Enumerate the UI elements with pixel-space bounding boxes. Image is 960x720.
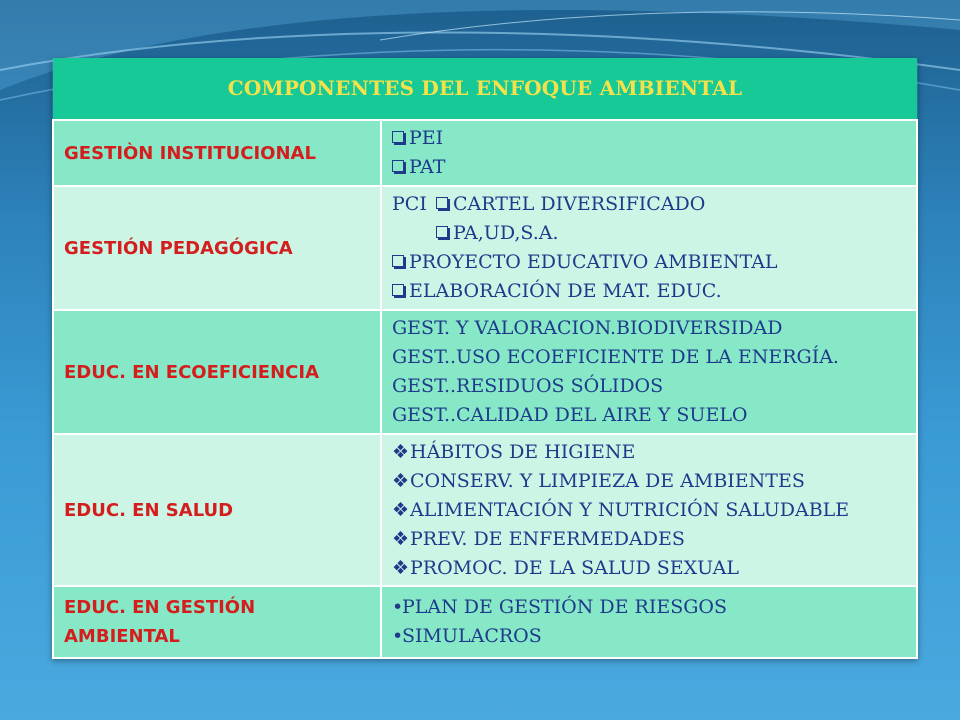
row-content-gestion-ambiental [381,586,917,658]
list-item: GEST..RESIDUOS SÓLIDOS [392,375,664,397]
table-row [53,120,917,186]
square-bullet-icon [392,284,404,296]
square-bullet-icon [392,255,404,267]
list-item: PA,UD,S.A. [453,222,559,244]
table-row [53,186,917,310]
label-line: EDUC. EN GESTIÓN [64,597,256,618]
row-label-gestion-pedagogica: GESTIÓN PEDAGÓGICA [53,186,381,310]
row-label-gestion-institucional: GESTIÒN INSTITUCIONAL [53,120,381,186]
list-item: GEST..USO ECOEFICIENTE DE LA ENERGÍA. [392,346,839,368]
square-bullet-icon [392,160,404,172]
square-bullet-icon [436,197,448,209]
row-content-gestion-pedagogica [381,186,917,310]
list-item: PEI [409,127,444,149]
table-row [53,434,917,586]
diamond-bullet-icon: ❖ [392,498,410,521]
pci-label: PCI [392,193,427,215]
row-content-gestion-institucional [381,120,917,186]
row-label-ecoeficiencia: EDUC. EN ECOEFICIENCIA [53,310,381,434]
enfoque-ambiental-table [52,58,918,659]
list-item: SIMULACROS [402,625,542,647]
list-item: HÁBITOS DE HIGIENE [410,440,636,463]
list-item: PLAN DE GESTIÓN DE RIESGOS [402,596,728,618]
diamond-bullet-icon: ❖ [392,527,410,550]
square-bullet-icon [436,226,448,238]
row-label-salud: EDUC. EN SALUD [53,434,381,586]
list-item: GEST. Y VALORACION.BIODIVERSIDAD [392,317,783,339]
list-item: ALIMENTACIÓN Y NUTRICIÓN SALUDABLE [410,498,850,521]
list-item: ELABORACIÓN DE MAT. EDUC. [409,280,722,302]
list-item: CONSERV. Y LIMPIEZA DE AMBIENTES [410,469,805,492]
table-row [53,310,917,434]
dot-bullet-icon: • [392,596,404,618]
dot-bullet-icon: • [392,625,404,647]
row-content-salud [381,434,917,586]
table-title: COMPONENTES DEL ENFOQUE AMBIENTAL [53,58,917,120]
diamond-bullet-icon: ❖ [392,440,410,463]
row-content-ecoeficiencia [381,310,917,434]
label-line: AMBIENTAL [64,626,180,647]
table-row [53,586,917,658]
list-item: PREV. DE ENFERMEDADES [410,527,685,550]
list-item: PROYECTO EDUCATIVO AMBIENTAL [409,251,778,273]
list-item: PAT [409,156,446,178]
list-item: PROMOC. DE LA SALUD SEXUAL [410,556,739,579]
diamond-bullet-icon: ❖ [392,556,410,579]
square-bullet-icon [392,131,404,143]
row-label-gestion-ambiental [53,586,381,658]
list-item: GEST..CALIDAD DEL AIRE Y SUELO [392,404,748,426]
list-item: CARTEL DIVERSIFICADO [453,193,706,215]
diamond-bullet-icon: ❖ [392,469,410,492]
